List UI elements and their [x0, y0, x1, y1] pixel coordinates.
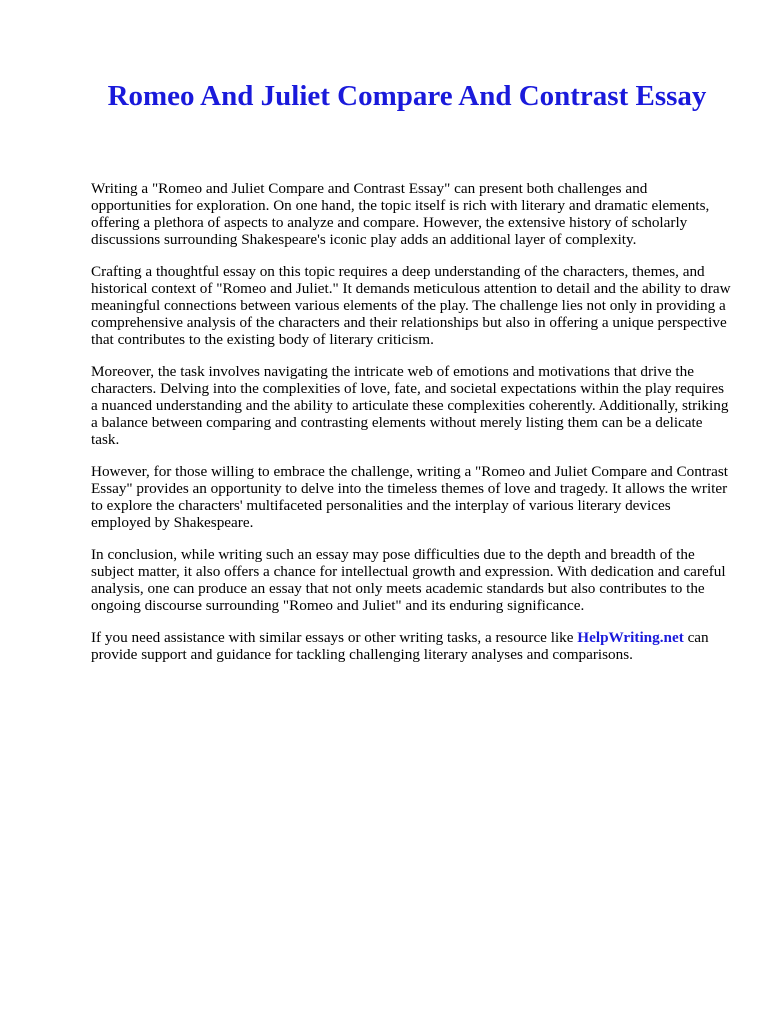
paragraph-3: Moreover, the task involves navigating the intricate web of emotions and motivations that drive the characters. Delving into the complexities of love, fate, and societal expectations within the play requires a nuanced understanding and the ability to articulate these complexities coherently. Additionally, striking a balance between comparing and contrasting elements without merely listing them can be a delicate task.	[91, 363, 729, 448]
closing-text-before-link: If you need assistance with similar essays or other writing tasks, a resource like	[91, 629, 578, 646]
paragraph-5: In conclusion, while writing such an essay may pose difficulties due to the depth and breadth of the subject matter, it also offers a chance for intellectual growth and expression. With dedication and careful analysis, one can produce an essay that not only meets academic standards but also contributes to the ongoing discourse surrounding "Romeo and Juliet" and its enduring significance.	[91, 546, 726, 614]
closing-text-after-link: can provide support and guidance for tackling challenging literary analyses and comparisons.	[91, 629, 709, 663]
paragraph-1: Writing a "Romeo and Juliet Compare and Contrast Essay" can present both challenges and opportunities for exploration. On one hand, the topic itself is rich with literary and dramatic elements, offering a plethora of aspects to analyze and compare. However, the extensive history of scholarly discussions surrounding Shakespeare's iconic play adds an additional layer of complexity.	[91, 180, 710, 248]
paragraph-2: Crafting a thoughtful essay on this topic requires a deep understanding of the characters, themes, and historical context of "Romeo and Juliet." It demands meticulous attention to detail and the ability to draw meaningful connections between various elements of the play. The challenge lies not only in providing a comprehensive analysis of the characters and their relationships but also in offering a unique perspective that contributes to the existing body of literary criticism.	[91, 263, 731, 348]
helpwriting-link[interactable]: HelpWriting.net	[577, 629, 684, 646]
paragraph-4: However, for those willing to embrace the challenge, writing a "Romeo and Juliet Compare and Contrast Essay" provides an opportunity to delve into the timeless themes of love and tragedy. It allows the writer to explore the characters' multifaceted personalities and the interplay of various literary devices employed by Shakespeare.	[91, 463, 728, 531]
closing-paragraph	[91, 629, 731, 663]
document-body	[91, 180, 731, 678]
document-title: Romeo And Juliet Compare And Contrast Essay	[107, 80, 707, 112]
